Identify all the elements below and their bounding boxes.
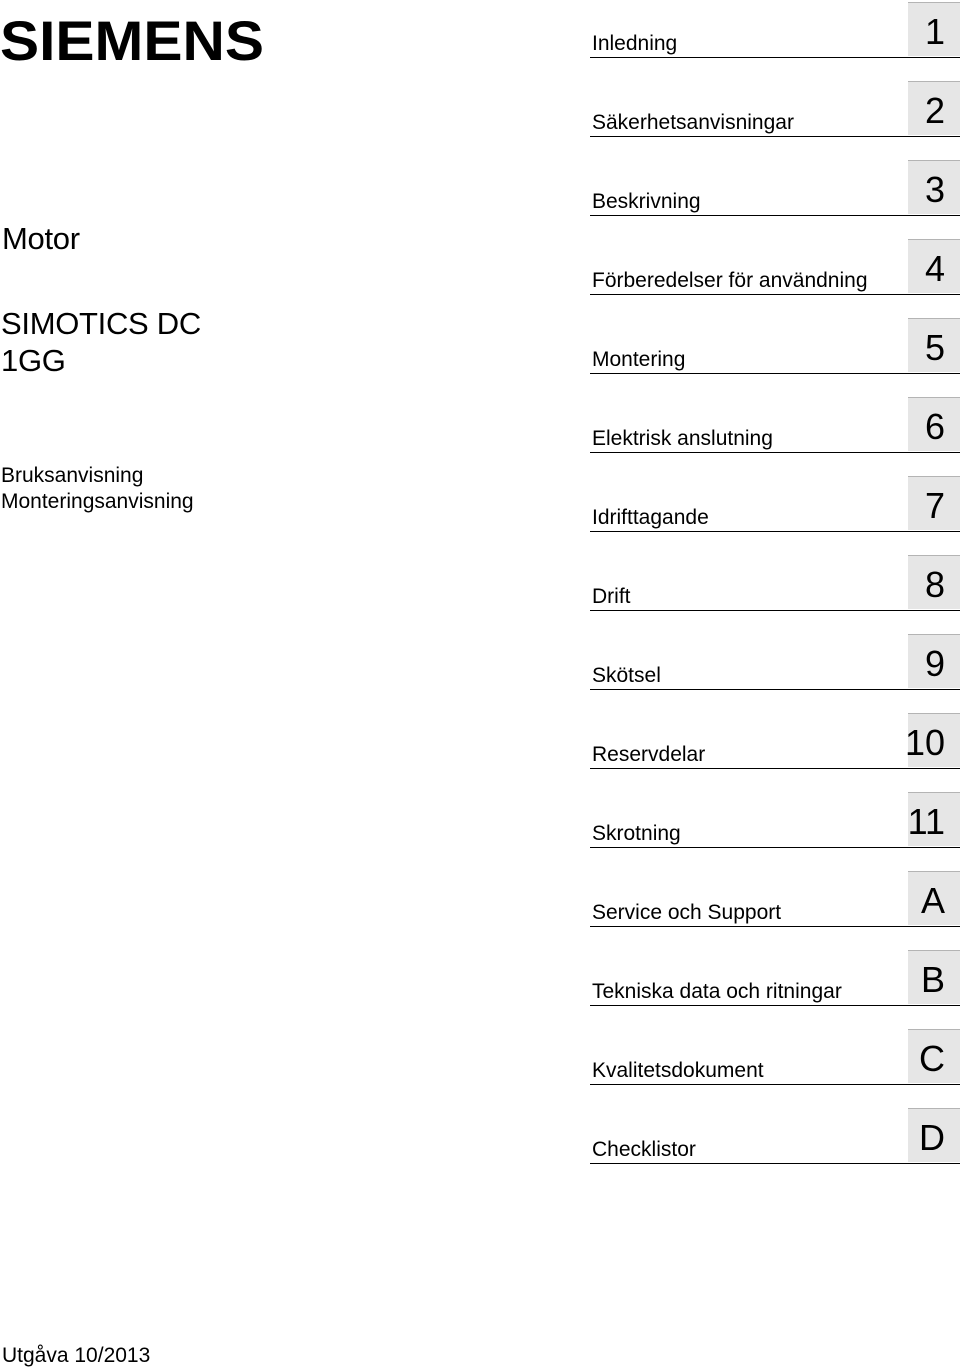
toc-entry-number: B: [920, 959, 945, 1000]
product-type: Motor: [2, 221, 80, 256]
siemens-logo: [0, 10, 266, 68]
toc-entry-number: 7: [924, 485, 945, 526]
toc-entry-tab: [908, 792, 960, 846]
toc-entry-rule: [590, 689, 960, 691]
toc-entry-number: 2: [924, 90, 945, 131]
toc-entry-number: 6: [924, 406, 945, 447]
siemens-logo-text: SIEMENS: [0, 10, 264, 68]
toc-entry-title: Kvalitetsdokument: [592, 1059, 764, 1082]
toc-entry[interactable]: [590, 2, 960, 58]
toc-entry-number: 10: [904, 722, 945, 763]
toc-entry-tab: [908, 871, 960, 925]
edition-label: Utgåva 10/2013: [2, 1344, 151, 1367]
toc-entry-rule: [590, 294, 960, 296]
toc-entry-rule: [590, 926, 960, 928]
toc-entry-title: Idrifttagande: [592, 506, 709, 529]
toc-entry[interactable]: [590, 555, 960, 611]
table-of-contents: [590, 0, 960, 1170]
product-name-line1: SIMOTICS DC: [1, 306, 201, 341]
toc-entry-title: Beskrivning: [592, 190, 701, 213]
toc-entry-title: Förberedelser för användning: [592, 269, 868, 292]
toc-entry-number: D: [919, 1117, 945, 1158]
toc-entry-tab: [904, 713, 960, 767]
toc-entry-rule: [590, 1005, 960, 1007]
toc-entry-tab: [908, 950, 960, 1004]
toc-entry[interactable]: [590, 476, 960, 532]
toc-entry-title: Skrotning: [592, 822, 681, 845]
toc-entry-tab: [908, 2, 960, 56]
toc-entry[interactable]: [590, 160, 960, 216]
toc-entry[interactable]: [590, 1108, 960, 1164]
toc-entry-rule: [590, 610, 960, 612]
toc-entry-tab: [908, 160, 960, 214]
toc-entry-rule: [590, 373, 960, 375]
toc-entry-tab: [908, 555, 960, 609]
toc-entry-rule: [590, 847, 960, 849]
toc-entry-tab: [908, 1029, 960, 1083]
toc-entry-title: Skötsel: [592, 664, 661, 687]
toc-entry-rule: [590, 1163, 960, 1165]
toc-entry-tab: [908, 239, 960, 293]
toc-entry[interactable]: [590, 634, 960, 690]
toc-entry-title: Tekniska data och ritningar: [592, 980, 842, 1003]
toc-entry-title: Elektrisk anslutning: [592, 427, 773, 450]
toc-entry-rule: [590, 768, 960, 770]
toc-entry[interactable]: [590, 81, 960, 137]
toc-entry-title: Drift: [592, 585, 631, 608]
toc-entry-number: 3: [924, 169, 945, 210]
toc-entry-number: 9: [924, 643, 945, 684]
toc-entry-title: Service och Support: [592, 901, 782, 924]
toc-entry-rule: [590, 57, 960, 59]
document-types: [1, 463, 194, 515]
toc-entry-title: Säkerhetsanvisningar: [592, 111, 794, 134]
toc-entry-tab: [908, 318, 960, 372]
toc-entry[interactable]: [590, 950, 960, 1006]
toc-entry-number: 5: [924, 327, 945, 368]
product-name: [1, 305, 201, 379]
toc-entry[interactable]: [590, 318, 960, 374]
toc-entry-number: 1: [924, 11, 945, 52]
toc-entry-tab: [908, 1108, 960, 1162]
toc-entry-rule: [590, 136, 960, 138]
toc-entry-number: 11: [907, 801, 945, 842]
toc-entry-number: C: [919, 1038, 945, 1079]
toc-entry-rule: [590, 452, 960, 454]
toc-entry-title: Montering: [592, 348, 686, 371]
toc-entry-tab: [908, 81, 960, 135]
toc-entry-tab: [908, 634, 960, 688]
toc-entry-rule: [590, 1084, 960, 1086]
toc-entry-title: Inledning: [592, 32, 678, 55]
document-type-1: Bruksanvisning: [1, 464, 144, 487]
toc-entry-title: Checklistor: [592, 1138, 696, 1161]
toc-entry-rule: [590, 531, 960, 533]
toc-entry[interactable]: [590, 397, 960, 453]
toc-entry[interactable]: [590, 871, 960, 927]
toc-entry[interactable]: [590, 713, 960, 769]
product-name-line2: 1GG: [1, 343, 66, 378]
toc-entry-tab: [908, 476, 960, 530]
toc-entry-number: 4: [924, 248, 945, 289]
toc-entry-number: A: [920, 880, 945, 921]
toc-entry[interactable]: [590, 1029, 960, 1085]
toc-entry[interactable]: [590, 239, 960, 295]
document-type-2: Monteringsanvisning: [1, 490, 194, 513]
toc-entry-rule: [590, 215, 960, 217]
toc-entry-title: Reservdelar: [592, 743, 706, 766]
toc-entry[interactable]: [590, 792, 960, 848]
toc-entry-tab: [908, 397, 960, 451]
toc-entry-number: 8: [924, 564, 945, 605]
